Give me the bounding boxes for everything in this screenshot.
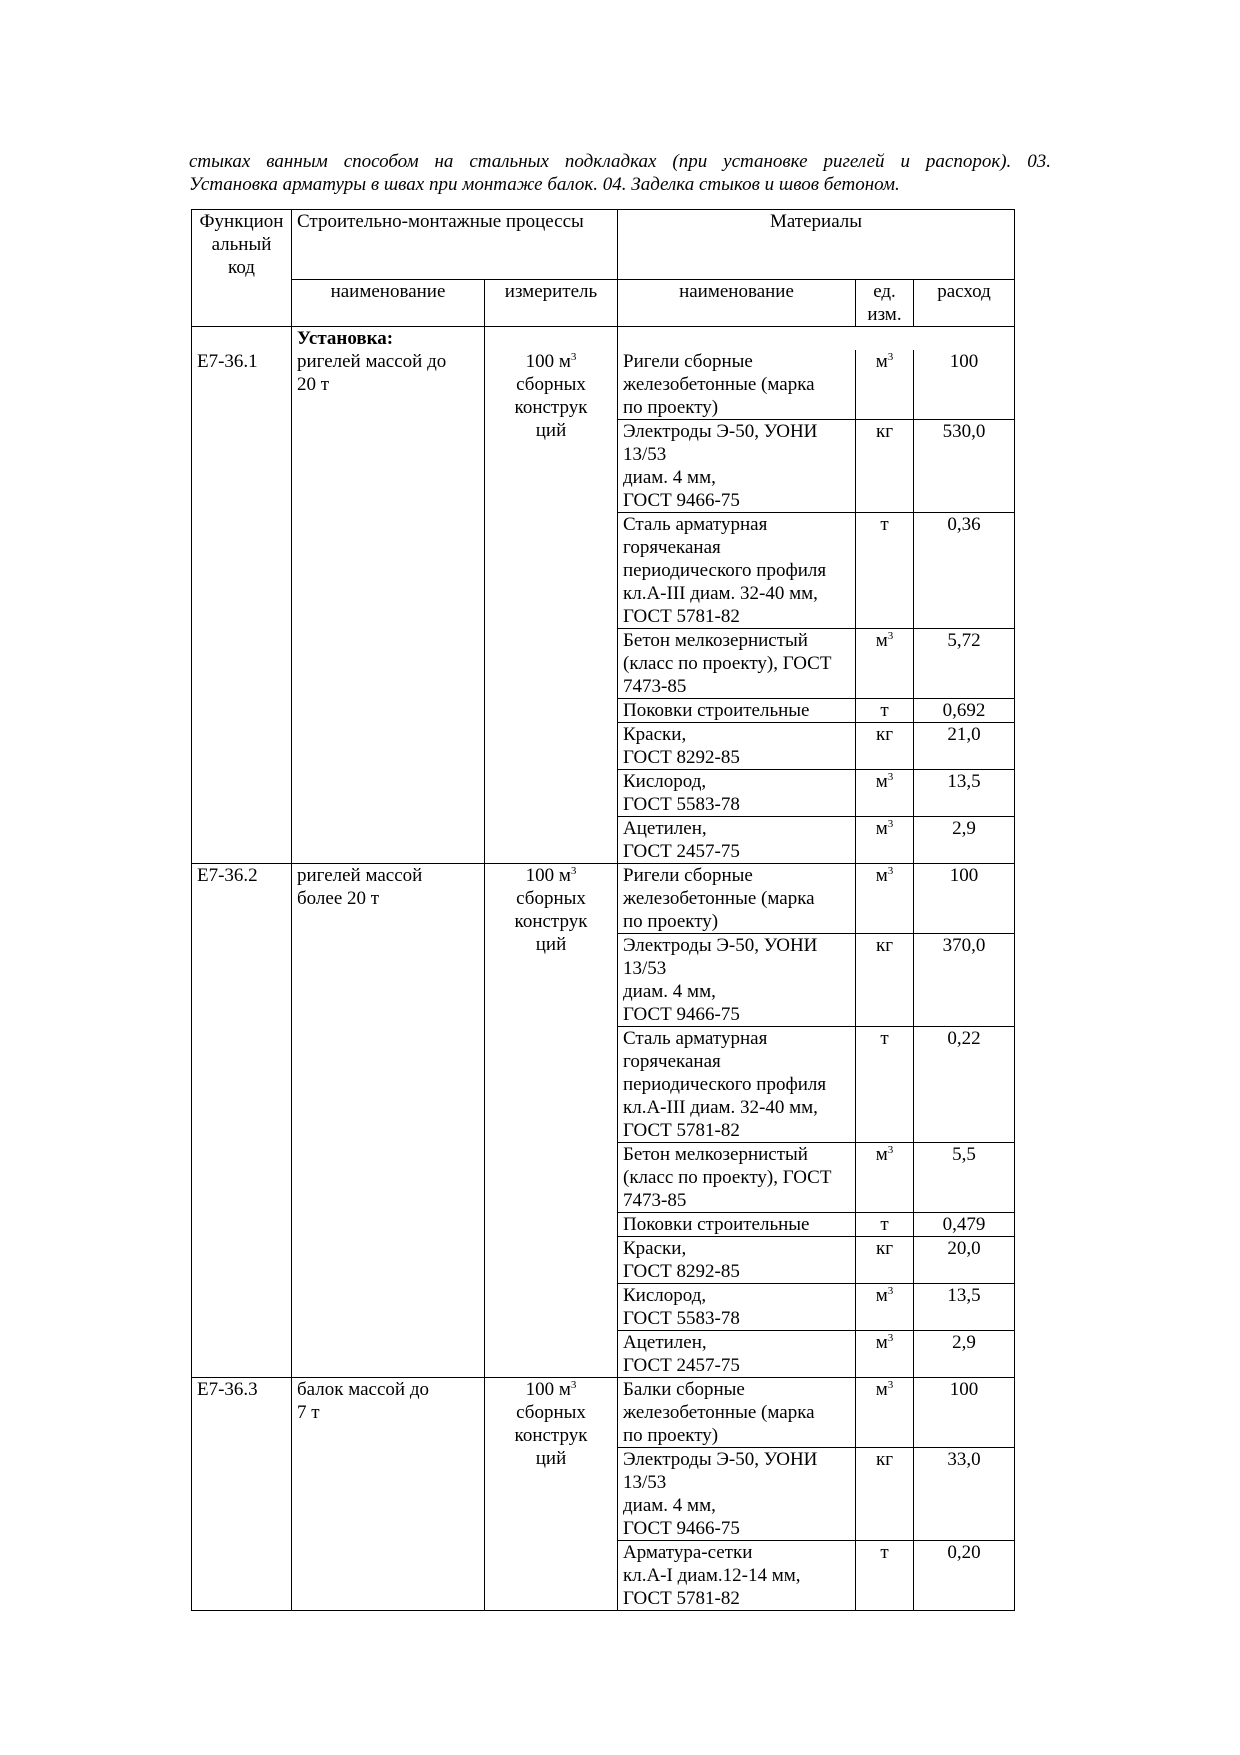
intro-line-1: стыках ванным способом на стальных подкладках (при установке ригелей и распорок). 03. (189, 151, 1051, 172)
material-amount (914, 1540, 1015, 1610)
material-unit (856, 1377, 914, 1447)
material-amount (914, 1283, 1015, 1330)
material-name (618, 1540, 856, 1610)
amount-text: 5,5 (952, 1143, 976, 1165)
unit-text: кг (875, 420, 894, 442)
process-name: балок массой до 7 т (297, 1378, 430, 1423)
material-name-text: Бетон мелкозернистый (класс по проекту), ГОСТ 7473-85 (623, 1143, 832, 1211)
functional-code: Е7-36.2 (197, 864, 258, 886)
material-name-text: Ацетилен, ГОСТ 2457-75 (623, 817, 740, 862)
unit-text: м (875, 629, 888, 651)
meter-line (526, 351, 577, 372)
amount-text: 0,20 (947, 1541, 981, 1563)
material-name (618, 350, 856, 420)
material-amount (914, 722, 1015, 769)
meter-sup: 3 (570, 864, 577, 877)
row-code (192, 1377, 292, 1610)
amount-text: 0,36 (947, 513, 981, 535)
material-name-text: Балки сборные железобетонные (марка по проекту) (623, 1378, 815, 1446)
amount-text: 0,692 (942, 699, 986, 721)
meter-rest: сборных конструк ций (514, 373, 588, 441)
meter-main: 100 м (525, 1378, 571, 1400)
material-name (618, 1330, 856, 1377)
section-title: Установка: (292, 326, 485, 350)
material-name-text: Бетон мелкозернистый (класс по проекту), ГОСТ 7473-85 (623, 629, 832, 697)
section-materials-empty (618, 326, 1015, 350)
material-name-text: Краски, ГОСТ 8292-85 (623, 1237, 740, 1282)
header-code (192, 210, 292, 280)
material-unit (856, 628, 914, 698)
unit-sup: 3 (887, 1284, 894, 1297)
material-name (618, 698, 856, 722)
meter-line (526, 865, 577, 886)
material-name (618, 769, 856, 816)
material-unit (856, 1447, 914, 1540)
amount-text: 13,5 (947, 1284, 981, 1306)
header-mat-name: наименование (618, 279, 856, 326)
material-amount (914, 350, 1015, 420)
material-unit (856, 512, 914, 628)
material-name-text: Электроды Э-50, УОНИ 13/53 диам. 4 мм, ГОСТ 9466-75 (623, 1448, 818, 1539)
intro-line-2: Установка арматуры в швах при монтаже балок. 04. Заделка стыков и швов бетоном. (189, 174, 900, 195)
material-name-text: Электроды Э-50, УОНИ 13/53 диам. 4 мм, ГОСТ 9466-75 (623, 420, 818, 511)
unit-text: т (880, 1213, 889, 1235)
material-unit (856, 698, 914, 722)
row-meter (485, 350, 618, 864)
meter-rest: сборных конструк ций (514, 887, 588, 955)
meter-rest: сборных конструк ций (514, 1401, 588, 1469)
material-unit (856, 350, 914, 420)
material-amount (914, 1142, 1015, 1212)
amount-text: 2,9 (952, 817, 976, 839)
material-name-text: Краски, ГОСТ 8292-85 (623, 723, 740, 768)
material-unit (856, 769, 914, 816)
header-processes: Строительно-монтажные процессы (292, 210, 618, 280)
header-consumption: расход (914, 279, 1015, 326)
material-name (618, 628, 856, 698)
material-amount (914, 816, 1015, 863)
meter-sup: 3 (570, 350, 577, 363)
material-name-text: Сталь арматурная горячеканая периодического профиля кл.А-III диам. 32-40 мм, ГОСТ 5781-82 (623, 1027, 827, 1141)
table-row (192, 350, 1015, 420)
unit-sup: 3 (887, 817, 894, 830)
material-name (618, 1026, 856, 1142)
material-name (618, 1377, 856, 1447)
amount-text: 530,0 (942, 420, 986, 442)
meter-line (526, 1379, 577, 1400)
amount-text: 100 (949, 1378, 979, 1400)
material-name-text: Электроды Э-50, УОНИ 13/53 диам. 4 мм, ГОСТ 9466-75 (623, 934, 818, 1025)
material-name (618, 1447, 856, 1540)
material-amount (914, 1026, 1015, 1142)
meter-main: 100 м (525, 350, 571, 372)
unit-sup: 3 (887, 770, 894, 783)
header-proc-meter: измеритель (485, 279, 618, 326)
material-name (618, 863, 856, 933)
material-amount (914, 1377, 1015, 1447)
amount-text: 0,479 (942, 1213, 986, 1235)
row-process-name (292, 350, 485, 864)
unit-sup: 3 (887, 1143, 894, 1156)
amount-text: 100 (949, 350, 979, 372)
material-unit (856, 1236, 914, 1283)
section-title-row (192, 326, 1015, 350)
row-code (192, 350, 292, 864)
material-name (618, 722, 856, 769)
header-row-1 (192, 210, 1015, 280)
section-meter-empty (485, 326, 618, 350)
material-unit (856, 1330, 914, 1377)
header-code-cont (192, 279, 292, 326)
material-name (618, 1283, 856, 1330)
section-code-empty (192, 326, 292, 350)
material-unit (856, 722, 914, 769)
material-name (618, 816, 856, 863)
unit-text: кг (875, 934, 894, 956)
material-amount (914, 933, 1015, 1026)
material-unit (856, 1540, 914, 1610)
unit-text: кг (875, 1237, 894, 1259)
amount-text: 2,9 (952, 1331, 976, 1353)
unit-text: т (880, 513, 889, 535)
material-name-text: Поковки строительные (623, 699, 810, 721)
header-row-2 (192, 279, 1015, 326)
amount-text: 100 (949, 864, 979, 886)
material-name (618, 1236, 856, 1283)
material-name-text: Поковки строительные (623, 1213, 810, 1235)
amount-text: 370,0 (942, 934, 986, 956)
material-amount (914, 1236, 1015, 1283)
material-amount (914, 628, 1015, 698)
material-name-text: Ацетилен, ГОСТ 2457-75 (623, 1331, 740, 1376)
material-name (618, 512, 856, 628)
table-row (192, 863, 1015, 933)
material-name-text: Кислород, ГОСТ 5583-78 (623, 770, 740, 815)
material-unit (856, 1142, 914, 1212)
unit-text: м (875, 1331, 888, 1353)
unit-text: т (880, 699, 889, 721)
material-amount (914, 698, 1015, 722)
material-amount (914, 863, 1015, 933)
unit-text: м (875, 770, 888, 792)
unit-text: м (875, 1284, 888, 1306)
row-code (192, 863, 292, 1377)
row-process-name (292, 863, 485, 1377)
header-proc-name: наименование (292, 279, 485, 326)
unit-sup: 3 (887, 864, 894, 877)
amount-text: 20,0 (947, 1237, 981, 1259)
unit-sup: 3 (887, 1331, 894, 1344)
amount-text: 13,5 (947, 770, 981, 792)
material-unit (856, 933, 914, 1026)
amount-text: 5,72 (947, 629, 981, 651)
material-unit (856, 816, 914, 863)
amount-text: 21,0 (947, 723, 981, 745)
unit-sup: 3 (887, 1378, 894, 1391)
unit-text: м (875, 864, 888, 886)
material-name-text: Ригели сборные железобетонные (марка по проекту) (623, 350, 815, 418)
unit-text: кг (875, 1448, 894, 1470)
material-unit (856, 419, 914, 512)
intro-paragraph (189, 150, 1051, 196)
unit-text: м (875, 350, 888, 372)
material-amount (914, 1212, 1015, 1236)
material-name-text: Ригели сборные железобетонные (марка по проекту) (623, 864, 815, 932)
amount-text: 33,0 (947, 1448, 981, 1470)
unit-text: т (880, 1541, 889, 1563)
material-unit (856, 863, 914, 933)
material-name (618, 1212, 856, 1236)
header-materials: Материалы (618, 210, 1015, 280)
header-unit: ед. изм. (856, 279, 914, 326)
functional-code: Е7-36.1 (197, 350, 258, 372)
unit-text: т (880, 1027, 889, 1049)
material-name-text: Сталь арматурная горячеканая периодического профиля кл.А-III диам. 32-40 мм, ГОСТ 5781-82 (623, 513, 827, 627)
unit-sup: 3 (887, 629, 894, 642)
material-name-text: Кислород, ГОСТ 5583-78 (623, 1284, 740, 1329)
meter-main: 100 м (525, 864, 571, 886)
unit-text: м (875, 1143, 888, 1165)
unit-text: кг (875, 723, 894, 745)
functional-code: Е7-36.3 (197, 1378, 258, 1400)
process-name: ригелей массой до 20 т (297, 350, 447, 395)
material-amount (914, 512, 1015, 628)
meter-sup: 3 (570, 1378, 577, 1391)
material-name (618, 1142, 856, 1212)
material-amount (914, 1447, 1015, 1540)
material-amount (914, 1330, 1015, 1377)
unit-sup: 3 (887, 350, 894, 363)
material-unit (856, 1283, 914, 1330)
row-meter (485, 863, 618, 1377)
process-name: ригелей массой более 20 т (297, 864, 423, 909)
material-unit (856, 1026, 914, 1142)
amount-text: 0,22 (947, 1027, 981, 1049)
norms-table (191, 209, 1015, 1611)
table-row (192, 1377, 1015, 1447)
unit-text: м (875, 817, 888, 839)
header-code-label: Функцион альный код (199, 211, 284, 278)
unit-text: м (875, 1378, 888, 1400)
material-name-text: Арматура-сетки кл.А-I диам.12-14 мм, ГОСТ 5781-82 (623, 1541, 801, 1609)
material-amount (914, 419, 1015, 512)
row-meter (485, 1377, 618, 1610)
row-process-name (292, 1377, 485, 1610)
material-amount (914, 769, 1015, 816)
material-name (618, 419, 856, 512)
material-unit (856, 1212, 914, 1236)
material-name (618, 933, 856, 1026)
